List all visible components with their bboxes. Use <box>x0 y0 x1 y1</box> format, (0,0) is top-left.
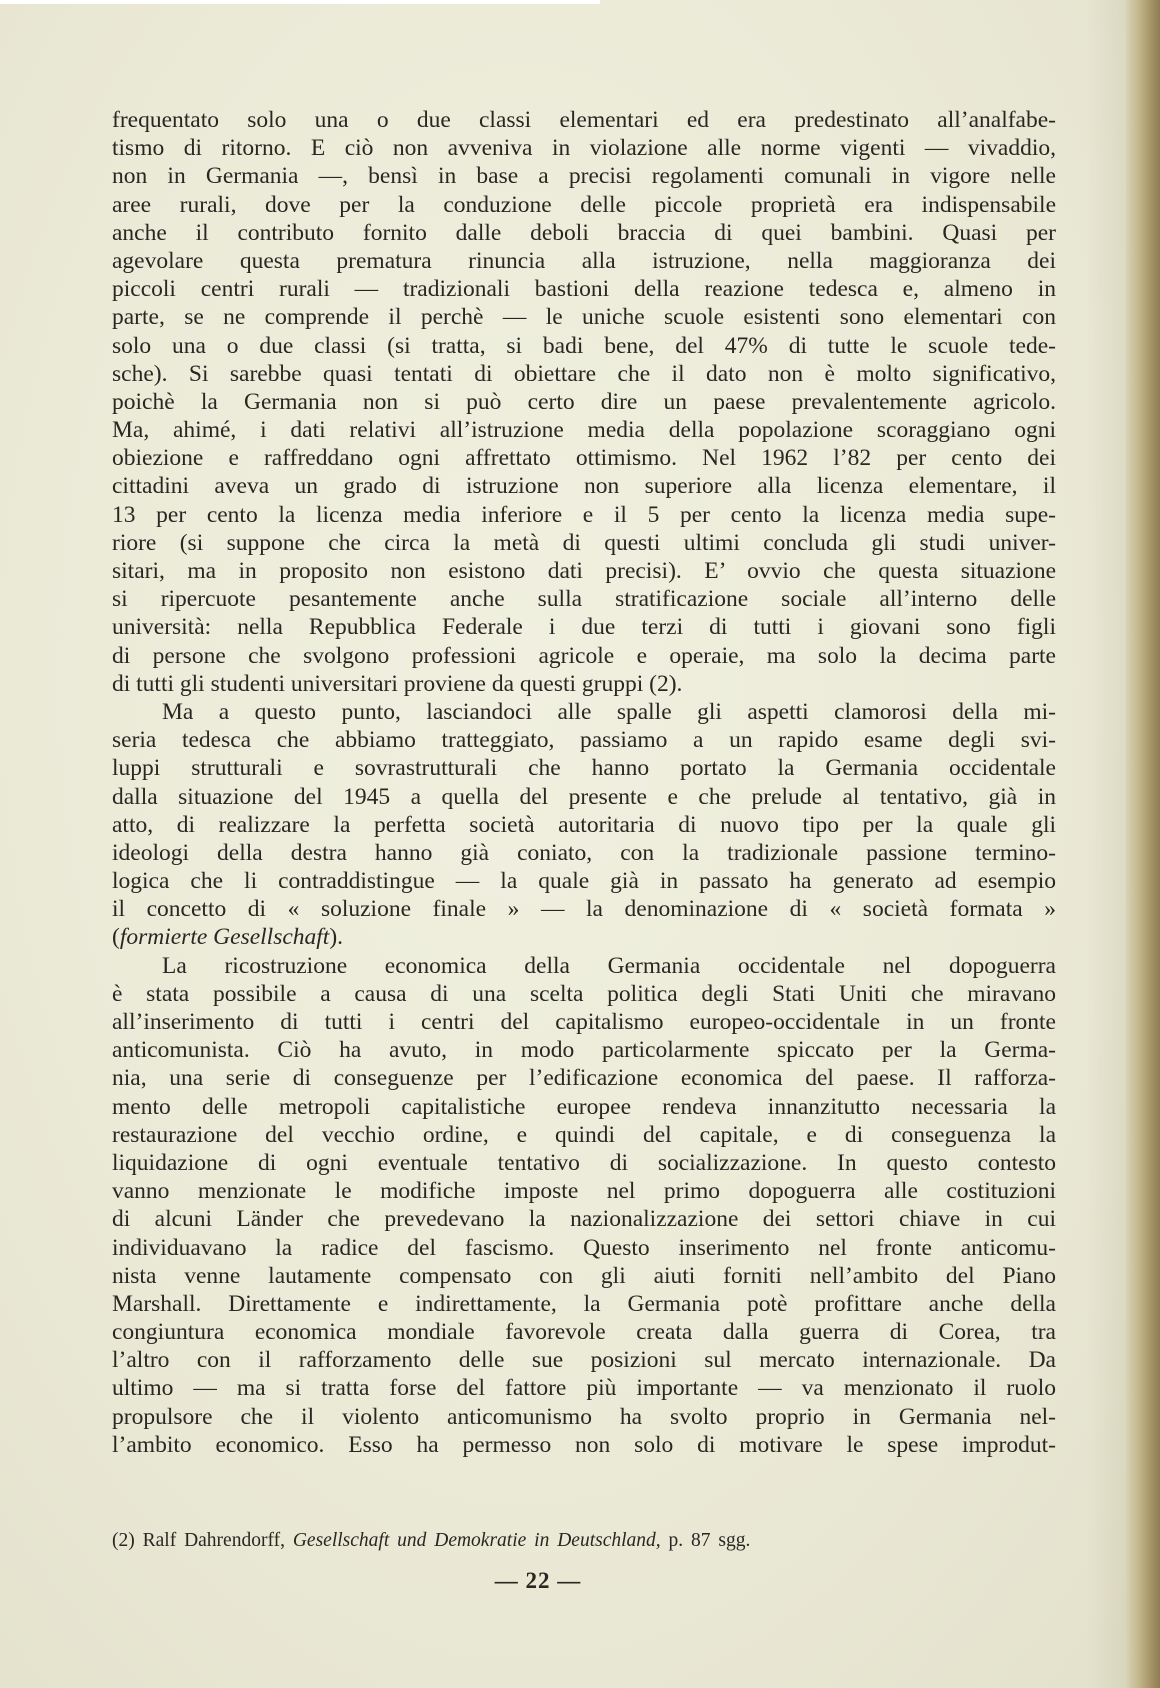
text-line: Marshall. Direttamente e indirettamente, la Germania potè profittare anche della <box>112 1290 1056 1317</box>
text-line: atto, di realizzare la perfetta società autoritaria di nuovo tipo per la quale gli <box>112 811 1056 838</box>
text-line: riore (si suppone che circa la metà di questi ultimi concluda gli studi univer- <box>112 529 1056 556</box>
text-line: il concetto di « soluzione finale » — la denominazione di « società formata » <box>112 896 1056 923</box>
text-line: vanno menzionate le modifiche imposte nel primo dopoguerra alle costituzioni <box>112 1178 1056 1205</box>
text-line: è stata possibile a causa di una scelta politica degli Stati Uniti che miravano <box>112 980 1056 1007</box>
binding-edge <box>1126 0 1160 1688</box>
text-line: sitari, ma in proposito non esistono dati precisi). E’ ovvio che questa situazione <box>112 558 1056 584</box>
text-line: si ripercuote pesantemente anche sulla stratificazione sociale all’interno delle <box>112 586 1056 613</box>
text-line: università: nella Repubblica Federale i due terzi di tutti i giovani sono figli <box>112 614 1056 641</box>
text-line: liquidazione di ogni eventuale tentativo di socializzazione. In questo contesto <box>112 1149 1056 1176</box>
text-line: solo una o due classi (si tratta, si badi bene, del 47% di tutte le scuole tede- <box>112 332 1056 359</box>
page-number-text: — 22 — <box>494 1568 582 1593</box>
scan-top-strip <box>0 0 600 4</box>
text-line: di tutti gli studenti universitari proviene da questi gruppi (2). <box>112 670 683 697</box>
text-line: l’altro con il rafforzamento delle sue posizioni sul mercato internazionale. Da <box>112 1347 1056 1374</box>
text-line: ultimo — ma si tratta forse del fattore più importante — va menzionato il ruolo <box>112 1375 1056 1402</box>
text-line: Ma a questo punto, lasciandoci alle spalle gli aspetti clamorosi della mi- <box>162 698 1056 725</box>
text-line: seria tedesca che abbiamo tratteggiato, passiamo a un rapido esame degli svi- <box>112 727 1056 754</box>
binding-shadow <box>1086 0 1126 1688</box>
footnote-marker: (2) <box>112 1530 135 1551</box>
text-line: anticomunista. Ciò ha avuto, in modo particolarmente spiccato per la Germa- <box>112 1037 1056 1064</box>
text-line: logica che li contraddistingue — la quale già in passato ha generato ad esempio <box>112 868 1056 895</box>
text-line: propulsore che il violento anticomunismo ha svolto proprio in Germania nel- <box>112 1403 1056 1430</box>
text-line: cittadini aveva un grado di istruzione non superiore alla licenza elementare, il <box>112 473 1056 500</box>
text-line: ideologi della destra hanno già coniato, con la tradizionale passione termino- <box>112 839 1056 866</box>
text-line: luppi strutturali e sovrastrutturali che hanno portato la Germania occidentale <box>112 755 1056 782</box>
text-line: poichè la Germania non si può certo dire un paese prevalentemente agricolo. <box>112 388 1056 415</box>
text-line: Ma, ahimé, i dati relativi all’istruzione media della popolazione scoraggiano ogni <box>112 417 1056 444</box>
footnote-title: Gesellschaft und Demokratie in Deutschland, <box>292 1530 661 1551</box>
text-line: non in Germania —, bensì in base a precisi regolamenti comunali in vigore nelle <box>112 163 1056 190</box>
text-line: l’ambito economico. Esso ha permesso non solo di motivare le spese improdut- <box>112 1431 1056 1458</box>
text-line: dalla situazione del 1945 a quella del presente e che prelude al tentativo, già in <box>112 783 1056 810</box>
text-line: individuavano la radice del fascismo. Questo inserimento nel fronte anticomu- <box>112 1234 1056 1261</box>
text-line: agevolare questa prematura rinuncia alla istruzione, nella maggioranza dei <box>112 247 1056 274</box>
text-line: parte, se ne comprende il perchè — le uniche scuole esistenti sono elementari con <box>112 304 1056 331</box>
footnote <box>112 1529 750 1553</box>
page-number <box>0 1568 1160 1594</box>
text-line: piccoli centri rurali — tradizionali bastioni della reazione tedesca e, almeno in <box>112 276 1056 303</box>
text-line: tismo di ritorno. E ciò non avveniva in violazione alle norme vigenti — vivaddio, <box>112 135 1056 162</box>
text-line: La ricostruzione economica della Germania occidentale nel dopoguerra <box>162 952 1056 979</box>
text-line: sche). Si sarebbe quasi tentati di obiettare che il dato non è molto significativo, <box>112 360 1056 387</box>
text-line: all’inserimento di tutti i centri del capitalismo europeo-occidentale in un fronte <box>112 1009 1056 1035</box>
text-line: anche il contributo fornito dalle deboli braccia di quei bambini. Quasi per <box>112 219 1056 246</box>
italic-term: formierte Gesellschaft <box>119 924 330 951</box>
text-line: nista venne lautamente compensato con gli aiuti forniti nell’ambito del Piano <box>112 1262 1056 1289</box>
footnote-author: Ralf Dahrendorff, <box>142 1530 285 1551</box>
text-line: (formierte Gesellschaft). <box>112 924 344 951</box>
text-line: obiezione e raffreddano ogni affrettato ottimismo. Nel 1962 l’82 per cento dei <box>112 445 1056 472</box>
text-line: aree rurali, dove per la conduzione delle piccole proprietà era indispensabile <box>112 191 1056 218</box>
text-line: congiuntura economica mondiale favorevole creata dalla guerra di Corea, tra <box>112 1319 1056 1346</box>
text-line: 13 per cento la licenza media inferiore e il 5 per cento la licenza media supe- <box>112 501 1056 528</box>
text-line: mento delle metropoli capitalistiche europee rendeva innanzitutto necessaria la <box>112 1093 1056 1120</box>
text-line: di persone che svolgono professioni agricole e operaie, ma solo la decima parte <box>112 642 1056 669</box>
footnote-locator: p. 87 sgg. <box>668 1530 751 1551</box>
body-text <box>112 106 1056 1459</box>
text-line: frequentato solo una o due classi elementari ed era predestinato all’analfabe- <box>112 107 1056 133</box>
text-line: nia, una serie di conseguenze per l’edificazione economica del paese. Il rafforza- <box>112 1065 1056 1092</box>
text-line: di alcuni Länder che prevedevano la nazionalizzazione dei settori chiave in cui <box>112 1206 1056 1233</box>
text-line: restaurazione del vecchio ordine, e quindi del capitale, e di conseguenza la <box>112 1121 1056 1148</box>
